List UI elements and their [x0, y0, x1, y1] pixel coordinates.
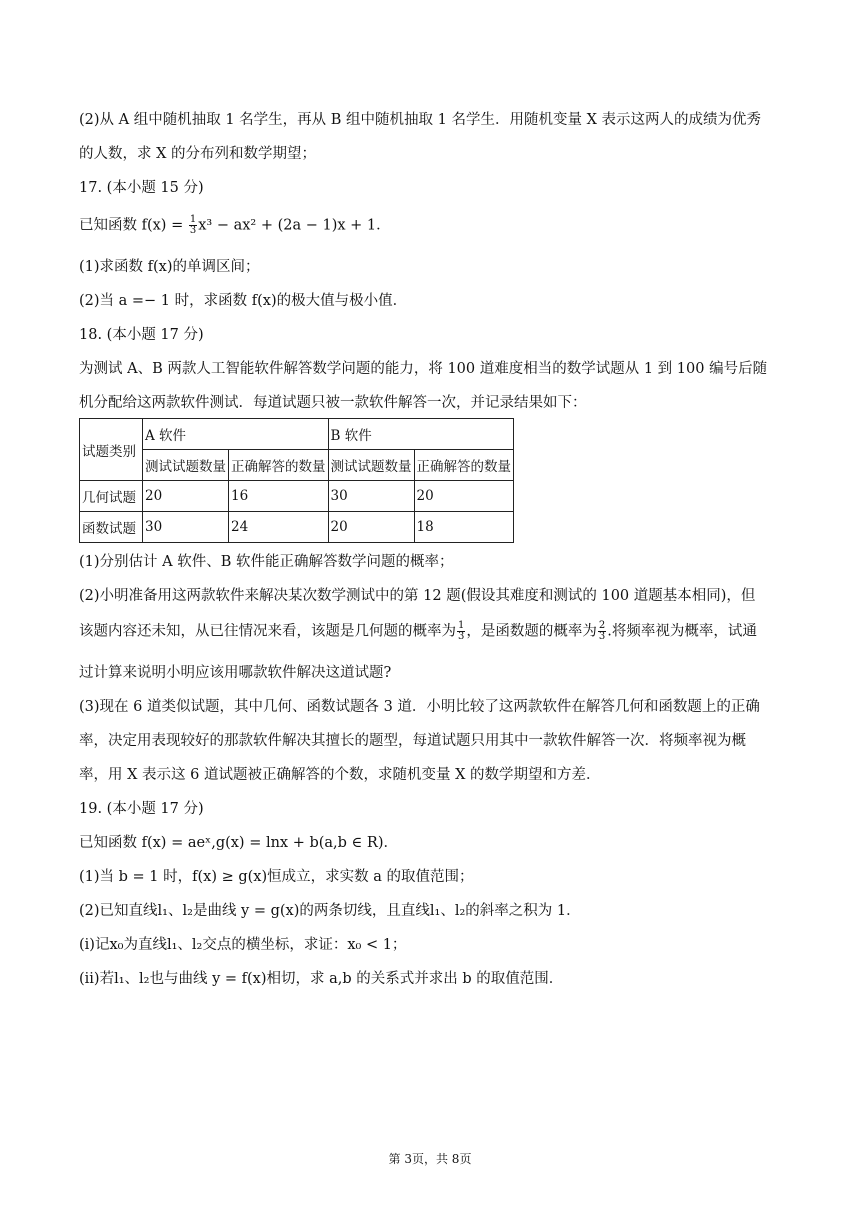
- q17-part2: (2)当 a =− 1 时，求函数 f(x)的极大值与极小值．: [79, 293, 408, 309]
- q18-part2-text-c: .将频率视为概率，试通: [607, 623, 757, 640]
- q19-part2: (2)已知直线l₁、l₂是曲线 y = g(x)的两条切线，且直线l₁、l₂的斜率之积为 1．: [79, 903, 581, 919]
- table-corner-header: 试题类别: [80, 419, 143, 481]
- fraction-geometry-prob: [457, 621, 465, 642]
- table-subheader: 正确解答的数量: [414, 450, 514, 481]
- fraction-numerator: 1: [189, 214, 197, 225]
- q18-intro-line2: 机分配给这两款软件测试．每道试题只被一款软件解答一次，并记录结果如下：: [79, 395, 587, 411]
- table-row: [80, 512, 514, 543]
- q19-stem: 已知函数 f(x) = aeˣ,g(x) = lnx + b(a,b ∈ R)．: [79, 835, 398, 851]
- q18-part2-line2: [79, 621, 779, 642]
- q18-part2-line1: (2)小明准备用这两款软件来解决某次数学测试中的第 12 题(假设其难度和测试的 100 道题基本相同)，但: [79, 588, 756, 604]
- results-table: [79, 418, 514, 543]
- q19-heading: 19. (本小题 17 分): [79, 801, 204, 817]
- fraction-denominator: 3: [598, 631, 606, 642]
- q16-part2-line1: (2)从 A 组中随机抽取 1 名学生，再从 B 组中随机抽取 1 名学生．用随机变量 X 表示这两人的成绩为优秀: [79, 112, 762, 128]
- table-subheader: 正确解答的数量: [229, 450, 329, 481]
- q18-part3-line2: 率，决定用表现较好的那款软件解决其擅长的题型，每道试题只用其中一款软件解答一次．将频率视为概: [79, 733, 746, 749]
- page-footer: 第 3页，共 8页: [388, 1152, 472, 1166]
- fraction-denominator: 3: [458, 631, 465, 642]
- q19-part1: (1)当 b = 1 时，f(x) ≥ g(x)恒成立，求实数 a 的取值范围；: [79, 869, 474, 885]
- q18-part2-line3: 过计算来说明小明应该用哪款软件解决这道试题?: [79, 665, 392, 681]
- table-cell: 20: [143, 481, 229, 512]
- q19-part2-i: (i)记x₀为直线l₁、l₂交点的横坐标，求证：x₀ < 1；: [79, 937, 407, 953]
- table-subheader: 测试试题数量: [143, 450, 229, 481]
- q17-part1: (1)求函数 f(x)的单调区间；: [79, 259, 260, 275]
- table-subheader: 测试试题数量: [328, 450, 414, 481]
- table-cell: 18: [414, 512, 514, 543]
- q18-heading: 18. (本小题 17 分): [79, 327, 204, 343]
- q18-part3-line3: 率，用 X 表示这 6 道试题被正确解答的个数，求随机变量 X 的数学期望和方差．: [79, 767, 601, 783]
- q19-part2-ii: (ii)若l₁、l₂也与曲线 y = f(x)相切，求 a,b 的关系式并求出 b 的取值范围．: [79, 971, 564, 987]
- table-cell: 24: [229, 512, 329, 543]
- table-group-a-header: A 软件: [143, 419, 329, 450]
- table-cell: 20: [414, 481, 514, 512]
- table-cell: 16: [229, 481, 329, 512]
- q17-stem-start: 已知函数 f(x) =: [79, 217, 188, 234]
- fraction-one-third: [189, 215, 197, 236]
- q18-part2-text-b: ，是函数题的概率为: [466, 623, 597, 640]
- q18-part1: (1)分别估计 A 软件、B 软件能正确解答数学问题的概率；: [79, 554, 454, 570]
- table-cell: 30: [143, 512, 229, 543]
- q17-stem-end: x³ − ax² + (2a − 1)x + 1．: [198, 217, 391, 234]
- q18-intro-line1: 为测试 A、B 两款人工智能软件解答数学问题的能力，将 100 道难度相当的数学试题从 1 到 100 编号后随: [79, 361, 768, 377]
- table-row: [80, 481, 514, 512]
- q17-heading: 17. (本小题 15 分): [79, 180, 204, 196]
- fraction-function-prob: [598, 621, 606, 642]
- fraction-numerator: 1: [458, 620, 465, 631]
- table-cell: 30: [328, 481, 414, 512]
- q16-part2-line2: 的人数，求 X 的分布列和数学期望；: [79, 146, 317, 162]
- table-row-label: 函数试题: [80, 512, 143, 543]
- q17-stem: [79, 215, 779, 236]
- q18-part2-text-a: 该题内容还未知，从已往情况来看，该题是几何题的概率为: [79, 623, 456, 640]
- fraction-denominator: 3: [189, 225, 197, 236]
- table-cell: 20: [328, 512, 414, 543]
- table-row-label: 几何试题: [80, 481, 143, 512]
- table-group-b-header: B 软件: [328, 419, 514, 450]
- q18-part3-line1: (3)现在 6 道类似试题，其中几何、函数试题各 3 道．小明比较了这两款软件在解答几何和函数题上的正确: [79, 699, 760, 715]
- fraction-numerator: 2: [598, 620, 606, 631]
